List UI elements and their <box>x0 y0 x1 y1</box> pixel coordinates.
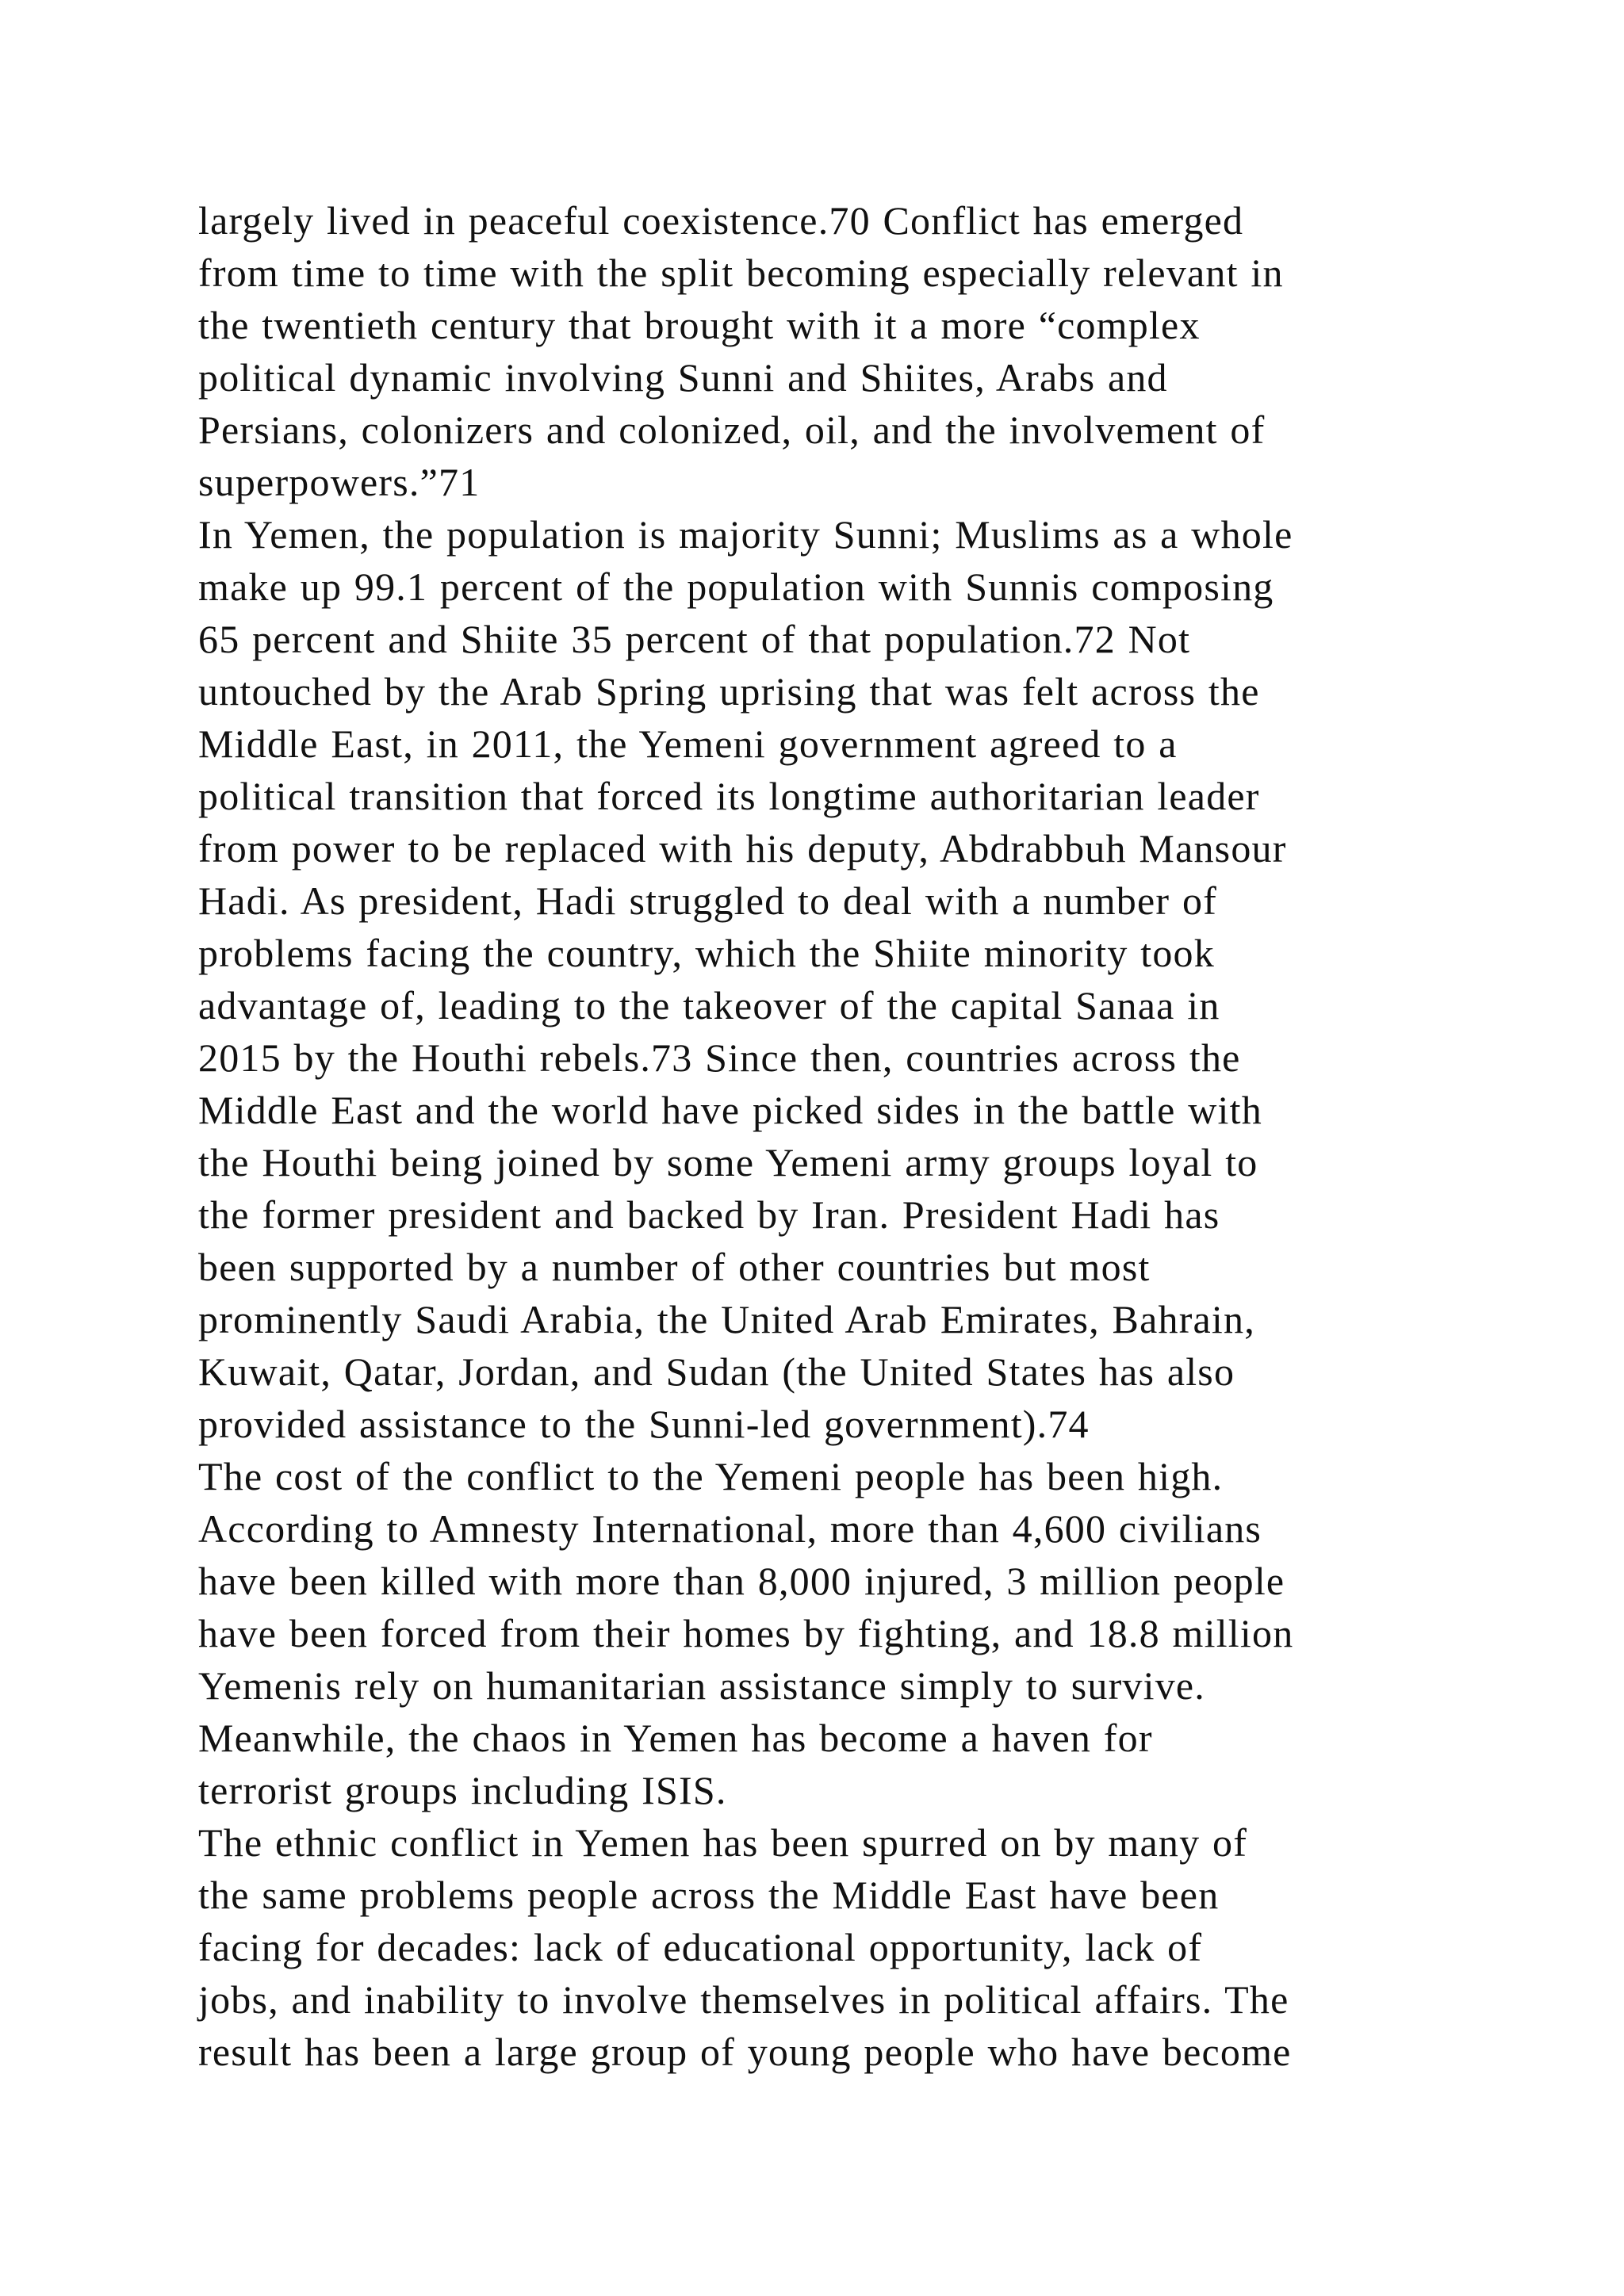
text-line: terrorist groups including ISIS. <box>198 1768 727 1812</box>
text-line: political dynamic involving Sunni and Shiites, Arabs and <box>198 355 1168 400</box>
text-line: largely lived in peaceful coexistence.70 Conflict has emerged <box>198 198 1244 243</box>
text-line: jobs, and inability to involve themselves in political affairs. The <box>198 1977 1289 2022</box>
text-line: the twentieth century that brought with it a more “complex <box>198 303 1201 347</box>
text-line: 2015 by the Houthi rebels.73 Since then, countries across the <box>198 1035 1241 1080</box>
text-line: have been killed with more than 8,000 injured, 3 million people <box>198 1559 1285 1603</box>
text-line: result has been a large group of young people who have become <box>198 2030 1292 2074</box>
text-line: advantage of, leading to the takeover of the capital Sanaa in <box>198 983 1220 1027</box>
text-line: the Houthi being joined by some Yemeni army groups loyal to <box>198 1140 1258 1184</box>
text-line: Kuwait, Qatar, Jordan, and Sudan (the United States has also <box>198 1349 1235 1394</box>
text-line: According to Amnesty International, more than 4,600 civilians <box>198 1506 1262 1551</box>
text-line: make up 99.1 percent of the population with Sunnis composing <box>198 564 1274 609</box>
text-line: Yemenis rely on humanitarian assistance simply to survive. <box>198 1663 1206 1708</box>
text-line: Hadi. As president, Hadi struggled to deal with a number of <box>198 878 1217 923</box>
text-line: the former president and backed by Iran. President Hadi has <box>198 1192 1220 1237</box>
text-line: have been forced from their homes by fighting, and 18.8 million <box>198 1611 1294 1655</box>
text-line: 65 percent and Shiite 35 percent of that population.72 Not <box>198 617 1191 661</box>
text-line: from power to be replaced with his deputy, Abdrabbuh Mansour <box>198 826 1287 871</box>
text-line: facing for decades: lack of educational opportunity, lack of <box>198 1925 1203 1969</box>
text-line: The ethnic conflict in Yemen has been spurred on by many of <box>198 1820 1248 1865</box>
text-line: untouched by the Arab Spring uprising that was felt across the <box>198 669 1260 714</box>
text-line: In Yemen, the population is majority Sunni; Muslims as a whole <box>198 512 1293 557</box>
body-text <box>198 194 1507 2078</box>
text-line: been supported by a number of other countries but most <box>198 1245 1151 1289</box>
text-line: the same problems people across the Middle East have been <box>198 1873 1220 1917</box>
text-line: Middle East, in 2011, the Yemeni government agreed to a <box>198 721 1178 766</box>
text-line: Persians, colonizers and colonized, oil, and the involvement of <box>198 408 1266 452</box>
text-line: superpowers.”71 <box>198 460 481 504</box>
text-line: Middle East and the world have picked sides in the battle with <box>198 1088 1262 1132</box>
text-line: The cost of the conflict to the Yemeni people has been high. <box>198 1454 1224 1498</box>
text-line: provided assistance to the Sunni-led government).74 <box>198 1402 1090 1446</box>
text-line: from time to time with the split becoming especially relevant in <box>198 251 1284 295</box>
text-line: political transition that forced its longtime authoritarian leader <box>198 774 1260 818</box>
text-line: Meanwhile, the chaos in Yemen has become a haven for <box>198 1716 1153 1760</box>
text-line: problems facing the country, which the Shiite minority took <box>198 931 1215 975</box>
text-line: prominently Saudi Arabia, the United Arab Emirates, Bahrain, <box>198 1297 1255 1341</box>
